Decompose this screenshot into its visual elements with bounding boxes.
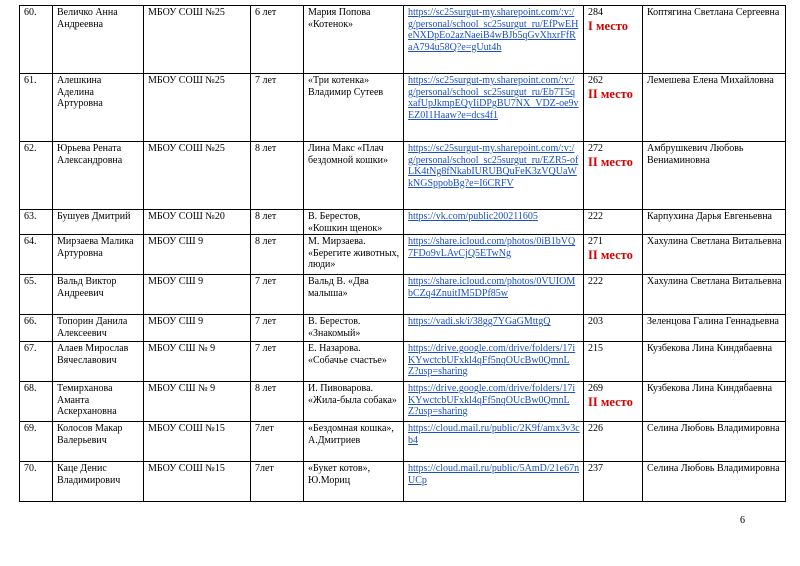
score-value: 222 [588,211,603,222]
teacher-name: Карпухина Дарья Евгеньевна [643,210,786,235]
score-value: 222 [588,276,603,288]
table-row [20,6,786,74]
score-value: 203 [588,316,603,328]
school-name: МБОУ СШ 9 [144,275,251,315]
score-cell [584,315,643,342]
score-cell [584,382,643,422]
row-number: 65. [20,275,53,315]
work-title: В. Берестов. «Знакомый» [304,315,404,342]
row-number: 66. [20,315,53,342]
score-value: 226 [588,423,603,435]
score-cell [584,422,643,462]
table-row [20,275,786,315]
school-name: МБОУ СШ 9 [144,315,251,342]
table-row [20,342,786,382]
score-cell [584,342,643,382]
teacher-name: Селина Любовь Владимировна [643,422,786,462]
school-name: МБОУ СШ 9 [144,235,251,275]
teacher-name: Коптягина Светлана Сергеевна [643,6,786,74]
link-cell [404,142,584,210]
participant-age: 7лет [251,422,304,462]
school-name: МБОУ СОШ №25 [144,6,251,74]
participant-age: 7 лет [251,74,304,142]
participant-age: 7лет [251,462,304,502]
video-link[interactable]: https://drive.google.com/drive/folders/17iKYwctcbUFxkl4qFf5nqOUcBw0QmnLZ?usp=sharing [408,383,576,418]
participant-age: 8 лет [251,235,304,275]
participant-name: Алешкина Аделина Артуровна [53,74,144,142]
participant-name: Колосов Макар Валерьевич [53,422,144,462]
link-cell [404,210,584,235]
participant-name: Бушуев Дмитрий [53,210,144,235]
link-cell [404,462,584,502]
teacher-name: Кузбекова Лина Киндябаевна [643,342,786,382]
row-number: 62. [20,142,53,210]
score-value: 269 [588,383,603,395]
link-cell [404,235,584,275]
participant-name: Юрьева Рената Александровна [53,142,144,210]
table-body [20,6,786,502]
row-number: 70. [20,462,53,502]
participant-name: Вальд Виктор Андреевич [53,275,144,315]
row-number: 60. [20,6,53,74]
participant-name: Темирханова Аманта Аскерхановна [53,382,144,422]
participant-name: Мирзаева Малика Артуровна [53,235,144,275]
work-title: Лина Макс «Плач бездомной кошки» [304,142,404,210]
participants-table [19,5,786,502]
work-title: Е. Назарова. «Собачье счастье» [304,342,404,382]
work-title: И. Пивоварова. «Жила-была собака» [304,382,404,422]
score-value: 284 [588,7,603,18]
teacher-name: Лемешева Елена Михайловна [643,74,786,142]
video-link[interactable]: https://vadi.sk/i/38gg7YGaGMttgQ [408,316,551,328]
video-link[interactable]: https://sc25surgut-my.sharepoint.com/:v:/g/personal/school_sc25surgut_ru/EfPwEHeNXDpEo2azNaeiB4wBJb5qGvXhxrFfRaA794u58Q?e=gUut4h [408,7,579,53]
score-value: 271 [588,236,603,248]
participant-age: 7 лет [251,315,304,342]
row-number: 68. [20,382,53,422]
table-row [20,462,786,502]
link-cell [404,422,584,462]
video-link[interactable]: https://drive.google.com/drive/folders/17iKYwctcbUFxkl4qFf5nqOUcBw0QmnLZ?usp=sharing [408,343,576,378]
score-cell [584,74,643,142]
table-row [20,142,786,210]
school-name: МБОУ СОШ №15 [144,462,251,502]
row-number: 67. [20,342,53,382]
work-title: «Бездомная кошка», А.Дмитриев [304,422,404,462]
participant-age: 6 лет [251,6,304,74]
school-name: МБОУ СШ № 9 [144,382,251,422]
page-number: 6 [740,515,745,526]
teacher-name: Хахулина Светлана Витальевна [643,275,786,315]
work-title: «Букет котов», Ю.Мориц [304,462,404,502]
school-name: МБОУ СОШ №25 [144,74,251,142]
teacher-name: Кузбекова Лина Киндябаевна [643,382,786,422]
participant-age: 8 лет [251,382,304,422]
score-value: 215 [588,343,603,355]
link-cell [404,315,584,342]
work-title: Мария Попова «Котенок» [304,6,404,74]
place-award: II место [588,86,633,101]
score-value: 262 [588,75,603,86]
work-title: В. Берестов, «Кошкин щенок» [304,210,404,235]
video-link[interactable]: https://cloud.mail.ru/public/2K9f/amx3v3cb4 [408,423,580,446]
school-name: МБОУ СШ № 9 [144,342,251,382]
participant-name: Величко Анна Андреевна [53,6,144,74]
place-award: II место [588,154,633,169]
table-row [20,210,786,235]
place-award: I место [588,18,628,33]
place-award: II место [588,394,633,409]
video-link[interactable]: https://vk.com/public200211605 [408,211,538,222]
participant-age: 7 лет [251,342,304,382]
link-cell [404,342,584,382]
video-link[interactable]: https://share.icloud.com/photos/0iB1bVQ7FDo9vLAvCjQ5ETwNg [408,236,576,259]
score-value: 237 [588,463,603,475]
link-cell [404,382,584,422]
score-cell [584,235,643,275]
table-row [20,382,786,422]
score-cell [584,142,643,210]
teacher-name: Амбрушкевич Любовь Вениаминовна [643,142,786,210]
score-cell [584,210,643,235]
teacher-name: Селина Любовь Владимировна [643,462,786,502]
place-award: II место [588,247,633,262]
school-name: МБОУ СОШ №25 [144,142,251,210]
score-value: 272 [588,143,603,154]
row-number: 64. [20,235,53,275]
work-title: Вальд В. «Два малыша» [304,275,404,315]
table-row [20,74,786,142]
table-row [20,422,786,462]
row-number: 69. [20,422,53,462]
school-name: МБОУ СОШ №20 [144,210,251,235]
participant-age: 8 лет [251,142,304,210]
work-title: «Три котенка» Владимир Сутеев [304,74,404,142]
link-cell [404,6,584,74]
work-title: М. Мирзаева. «Берегите животных, люди» [304,235,404,275]
link-cell [404,74,584,142]
participant-name: Алаев Мирослав Вячеславович [53,342,144,382]
score-cell [584,6,643,74]
participant-name: Каце Денис Владимирович [53,462,144,502]
school-name: МБОУ СОШ №15 [144,422,251,462]
link-cell [404,275,584,315]
video-link[interactable]: https://cloud.mail.ru/public/5AmD/21e67nUCp [408,463,580,486]
score-cell [584,275,643,315]
participant-age: 8 лет [251,210,304,235]
teacher-name: Зеленцова Галина Геннадьевна [643,315,786,342]
participant-age: 7 лет [251,275,304,315]
row-number: 63. [20,210,53,235]
table-row [20,315,786,342]
video-link[interactable]: https://share.icloud.com/photos/0VUIOMbCZq4ZnuitIM5DPf85w [408,276,576,299]
teacher-name: Хахулина Светлана Витальевна [643,235,786,275]
video-link[interactable]: https://sc25surgut-my.sharepoint.com/:v:/g/personal/school_sc25surgut_ru/EZR5-ofLK4tNg8fNkabIURUBQuFeK3zVQUaWkNGSppobBg?e=I6CRFV [408,143,579,189]
video-link[interactable]: https://sc25surgut-my.sharepoint.com/:v:/g/personal/school_sc25surgut_ru/Eb7T5qxafUpJkmpEQyIiDPgBU7NX_VDZ-oe9vEZ0I1Haaw?e=dcs4f1 [408,75,579,121]
row-number: 61. [20,74,53,142]
score-cell [584,462,643,502]
table-row [20,235,786,275]
participant-name: Топорин Данила Алексеевич [53,315,144,342]
